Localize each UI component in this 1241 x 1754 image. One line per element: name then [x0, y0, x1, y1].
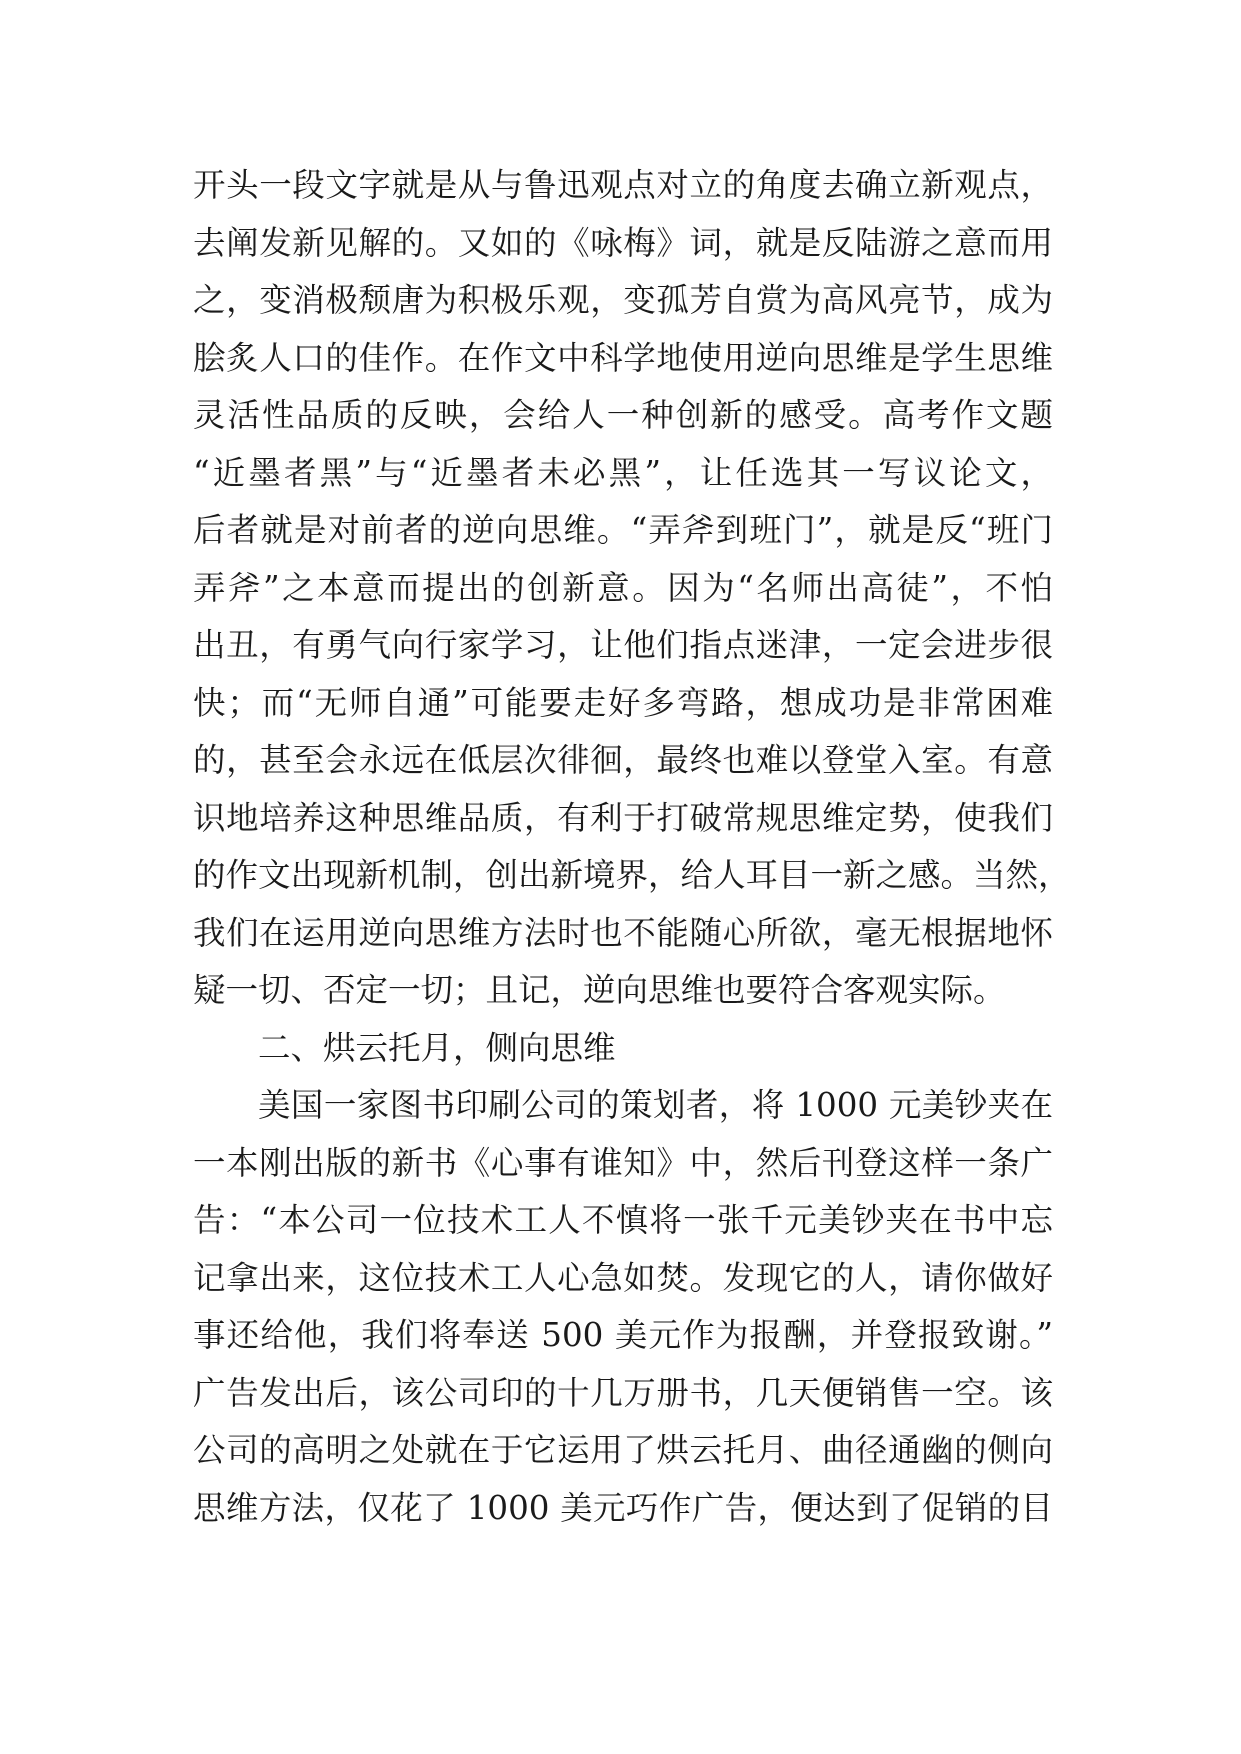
text-line: 灵活性品质的反映，会给人一种创新的感受。高考作文题: [193, 396, 1053, 434]
text-line: 去阐发新见解的。又如的《咏梅》词，就是反陆游之意而用: [193, 223, 1053, 262]
text-line: 后者就是对前者的逆向思维。“弄斧到班门”，就是反“班门: [193, 511, 1053, 549]
text-line: 事还给他，我们将奉送 500 美元作为报酬，并登报致谢。”: [193, 1316, 1053, 1354]
paragraph-first-line: 美国一家图书印刷公司的策划者，将 1000 元美钞夹在: [258, 1086, 1053, 1124]
text-line: 脍炙人口的佳作。在作文中科学地使用逆向思维是学生思维: [193, 338, 1053, 377]
text-line: 广告发出后，该公司印的十几万册书，几天便销售一空。该: [193, 1373, 1053, 1412]
text-line: 的，甚至会永远在低层次徘徊，最终也难以登堂入室。有意: [193, 741, 1053, 779]
section-heading: 二、烘云托月，侧向思维: [258, 1028, 616, 1067]
text-line: 公司的高明之处就在于它运用了烘云托月、曲径通幽的侧向: [193, 1431, 1053, 1469]
text-line: 一本刚出版的新书《心事有谁知》中，然后刊登这样一条广: [193, 1143, 1053, 1182]
text-line: 开头一段文字就是从与鲁迅观点对立的角度去确立新观点，: [193, 166, 1053, 204]
text-line: “近墨者黑”与“近墨者未必黑”，让任选其一写议论文，: [193, 453, 1053, 492]
text-line: 的作文出现新机制，创出新境界，给人耳目一新之感。当然，: [193, 856, 1071, 894]
text-line: 快；而“无师自通”可能要走好多弯路，想成功是非常困难: [193, 683, 1053, 722]
text-line: 出丑，有勇气向行家学习，让他们指点迷津，一定会进步很: [193, 626, 1053, 664]
text-line: 思维方法，仅花了 1000 美元巧作广告，便达到了促销的目: [193, 1488, 1053, 1527]
text-line: 之，变消极颓唐为积极乐观，变孤芳自赏为高风亮节，成为: [193, 281, 1053, 319]
text-line: 疑一切、否定一切；且记，逆向思维也要符合客观实际。: [193, 971, 1006, 1009]
text-line: 告：“本公司一位技术工人不慎将一张千元美钞夹在书中忘: [193, 1201, 1053, 1239]
text-line: 我们在运用逆向思维方法时也不能随心所欲，毫无根据地怀: [193, 913, 1053, 952]
text-line: 记拿出来，这位技术工人心急如焚。发现它的人，请你做好: [193, 1258, 1053, 1297]
text-line: 弄斧”之本意而提出的创新意。因为“名师出高徒”，不怕: [193, 568, 1053, 607]
body-text: [193, 157, 1071, 1537]
text-line: 识地培养这种思维品质，有利于打破常规思维定势，使我们: [193, 798, 1053, 837]
